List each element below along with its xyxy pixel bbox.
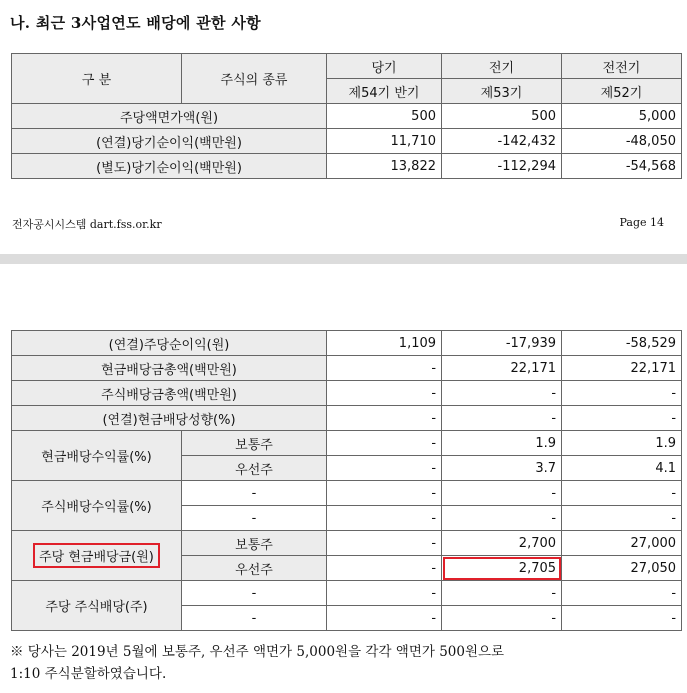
header-previous2-sub: 제52기 <box>562 79 682 104</box>
cell-current: - <box>327 381 442 406</box>
stock-type: 보통주 <box>182 431 327 456</box>
cell-previous2: - <box>562 506 682 531</box>
cell-current: 1,109 <box>327 331 442 356</box>
table-row <box>12 481 682 506</box>
table-row <box>12 406 682 431</box>
cell-previous: - <box>442 506 562 531</box>
stock-type: - <box>182 481 327 506</box>
cell-current: - <box>327 606 442 631</box>
stock-type: - <box>182 506 327 531</box>
group-label: 현금배당수익률(%) <box>12 431 182 481</box>
cell-previous2: - <box>562 606 682 631</box>
cell-previous2: 22,171 <box>562 356 682 381</box>
cell-current: - <box>327 581 442 606</box>
cell-current: - <box>327 456 442 481</box>
row-label: (연결)현금배당성향(%) <box>12 406 327 431</box>
cell-previous2: 1.9 <box>562 431 682 456</box>
cell-previous: -17,939 <box>442 331 562 356</box>
cell-previous: 2,700 <box>442 531 562 556</box>
row-label: (연결)주당순이익(원) <box>12 331 327 356</box>
stock-type: 우선주 <box>182 556 327 581</box>
footnote-line-2: 1:10 주식분할하였습니다. <box>10 666 167 682</box>
group-label: 주당 주식배당(주) <box>12 581 182 631</box>
header-stock-type: 주식의 종류 <box>182 54 327 104</box>
footer-page-number: Page 14 <box>619 216 664 229</box>
table-row <box>12 129 682 154</box>
dividend-table-bottom <box>11 330 682 631</box>
dividend-table-top <box>11 53 682 179</box>
header-current-sub: 제54기 반기 <box>327 79 442 104</box>
group-label-highlighted <box>12 531 182 581</box>
row-label: (연결)당기순이익(백만원) <box>12 129 327 154</box>
cell-current: 11,710 <box>327 129 442 154</box>
highlight-box: 주당 현금배당금(원) <box>33 543 160 568</box>
cell-previous2: - <box>562 581 682 606</box>
cell-previous2: -58,529 <box>562 331 682 356</box>
cell-previous: -112,294 <box>442 154 562 179</box>
row-label: 주당액면가액(원) <box>12 104 327 129</box>
cell-previous: - <box>442 406 562 431</box>
header-previous-sub: 제53기 <box>442 79 562 104</box>
header-previous2: 전전기 <box>562 54 682 79</box>
table-row <box>12 154 682 179</box>
row-label: (별도)당기순이익(백만원) <box>12 154 327 179</box>
cell-previous2: -54,568 <box>562 154 682 179</box>
cell-current: 13,822 <box>327 154 442 179</box>
cell-previous-highlighted: 2,705 <box>442 556 562 581</box>
cell-previous2: 27,050 <box>562 556 682 581</box>
cell-previous: - <box>442 606 562 631</box>
cell-previous2: - <box>562 381 682 406</box>
stock-type: - <box>182 606 327 631</box>
cell-current: - <box>327 481 442 506</box>
cell-current: - <box>327 431 442 456</box>
cell-previous: 22,171 <box>442 356 562 381</box>
table-row <box>12 431 682 456</box>
cell-current: 500 <box>327 104 442 129</box>
page-break-divider <box>0 254 687 264</box>
cell-previous2: 4.1 <box>562 456 682 481</box>
header-previous: 전기 <box>442 54 562 79</box>
cell-previous2: 27,000 <box>562 531 682 556</box>
cell-previous: - <box>442 381 562 406</box>
cell-previous: - <box>442 581 562 606</box>
table-row <box>12 531 682 556</box>
cell-previous2: - <box>562 481 682 506</box>
cell-current: - <box>327 356 442 381</box>
table-row <box>12 581 682 606</box>
cell-previous: - <box>442 481 562 506</box>
table-row <box>12 331 682 356</box>
footer-system-name: 전자공시시스템 dart.fss.or.kr <box>12 218 162 231</box>
cell-previous: 500 <box>442 104 562 129</box>
cell-current: - <box>327 406 442 431</box>
section-heading: 나. 최근 3사업연도 배당에 관한 사항 <box>10 14 261 32</box>
group-label: 주식배당수익률(%) <box>12 481 182 531</box>
cell-previous2: - <box>562 406 682 431</box>
header-current: 당기 <box>327 54 442 79</box>
cell-current: - <box>327 556 442 581</box>
cell-previous2: 5,000 <box>562 104 682 129</box>
row-label: 주식배당금총액(백만원) <box>12 381 327 406</box>
header-gubun: 구 분 <box>12 54 182 104</box>
cell-previous: 1.9 <box>442 431 562 456</box>
cell-previous2: -48,050 <box>562 129 682 154</box>
footnote-line-1: ※ 당사는 2019년 5월에 보통주, 우선주 액면가 5,000원을 각각 액면가 500원으로 <box>10 644 505 660</box>
table-row <box>12 104 682 129</box>
table-row <box>12 381 682 406</box>
cell-current: - <box>327 531 442 556</box>
row-label: 현금배당금총액(백만원) <box>12 356 327 381</box>
cell-current: - <box>327 506 442 531</box>
stock-type: - <box>182 581 327 606</box>
cell-previous: -142,432 <box>442 129 562 154</box>
table-row <box>12 356 682 381</box>
cell-previous: 3.7 <box>442 456 562 481</box>
stock-type: 우선주 <box>182 456 327 481</box>
footnote <box>10 641 504 685</box>
stock-type: 보통주 <box>182 531 327 556</box>
